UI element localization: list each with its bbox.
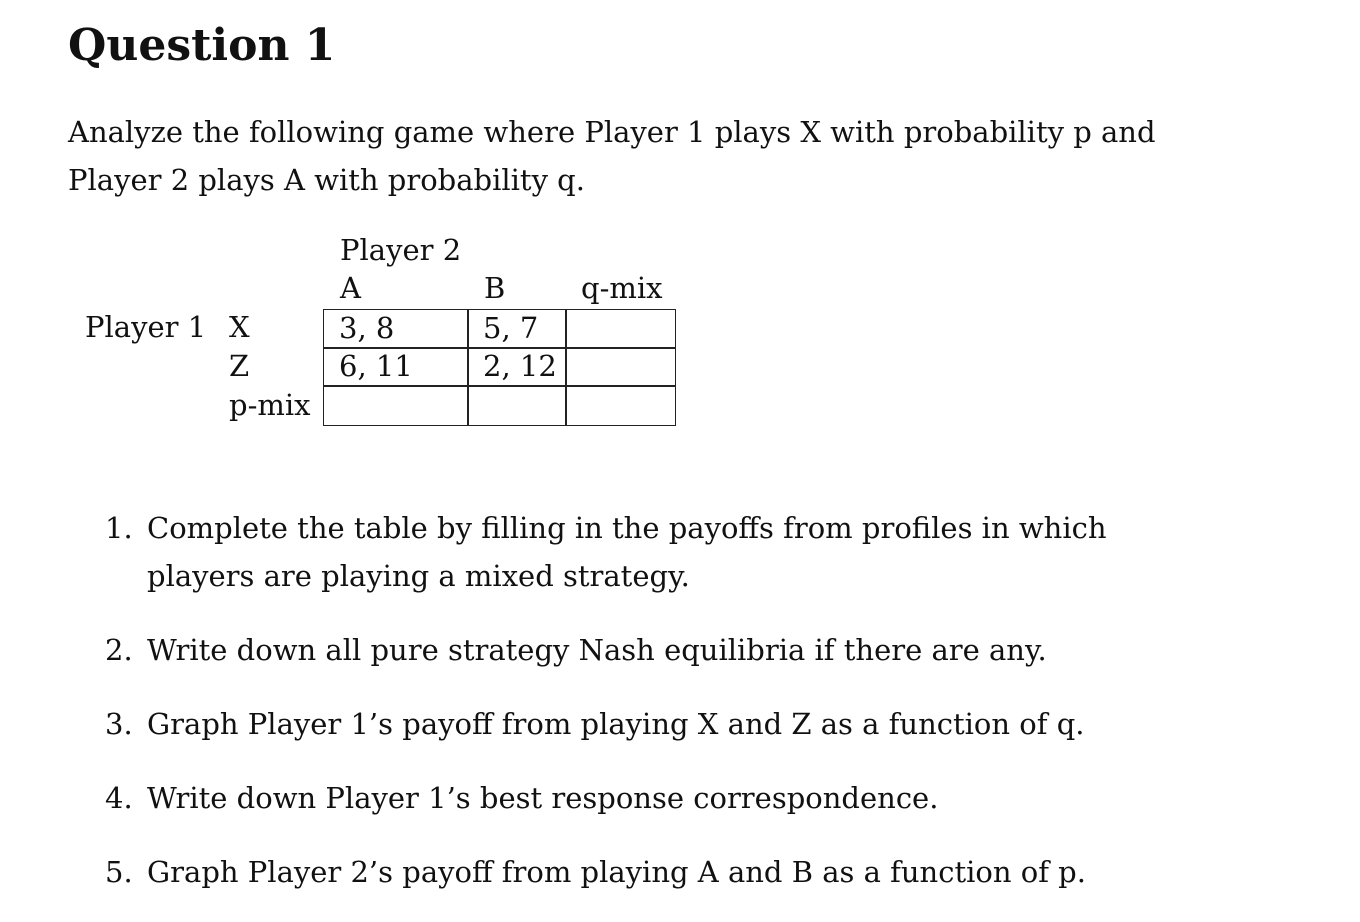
- row-header-x: X: [229, 310, 250, 344]
- list-item: [105, 848, 1220, 896]
- cell-z-b: 2, 12: [467, 347, 567, 387]
- cell-p-mix-b: [467, 385, 567, 426]
- list-item: [105, 700, 1220, 748]
- intro-paragraph: Analyze the following game where Player 1 plays X with probability p and Player 2 plays A with probability q.: [68, 115, 1156, 197]
- column-header-b: B: [484, 271, 506, 305]
- list-item: [105, 626, 1220, 674]
- cell-z-a: 6, 11: [323, 347, 469, 387]
- question-list: [105, 504, 1220, 922]
- question-text: Write down all pure strategy Nash equilibria if there are any.: [147, 633, 1047, 667]
- list-item: [105, 774, 1220, 822]
- cell-p-mix-q-mix: [565, 385, 676, 426]
- cell-p-mix-a: [323, 385, 469, 426]
- question-text: Graph Player 1’s payoff from playing X and Z as a function of q.: [147, 707, 1085, 741]
- column-header-q-mix: q-mix: [581, 271, 663, 305]
- cell-x-b: 5, 7: [467, 309, 567, 349]
- question-text: Write down Player 1’s best response correspondence.: [147, 781, 939, 815]
- question-number: 1.: [105, 511, 133, 545]
- question-number: 5.: [105, 855, 133, 889]
- row-player-label: Player 1: [85, 310, 207, 344]
- column-header-a: A: [340, 271, 361, 305]
- list-item: [105, 504, 1220, 600]
- cell-z-q-mix: [565, 347, 676, 387]
- question-text: Graph Player 2’s payoff from playing A and B as a function of p.: [147, 855, 1086, 889]
- question-number: 4.: [105, 781, 133, 815]
- question-title: Question 1: [68, 20, 336, 71]
- row-header-z: Z: [229, 349, 250, 383]
- question-number: 2.: [105, 633, 133, 667]
- question-number: 3.: [105, 707, 133, 741]
- column-player-label: Player 2: [340, 233, 462, 267]
- cell-x-a: 3, 8: [323, 309, 469, 349]
- row-header-p-mix: p-mix: [229, 388, 311, 422]
- cell-x-q-mix: [565, 309, 676, 349]
- question-text: Complete the table by filling in the payoffs from profiles in which players are playing a mixed strategy.: [147, 511, 1107, 593]
